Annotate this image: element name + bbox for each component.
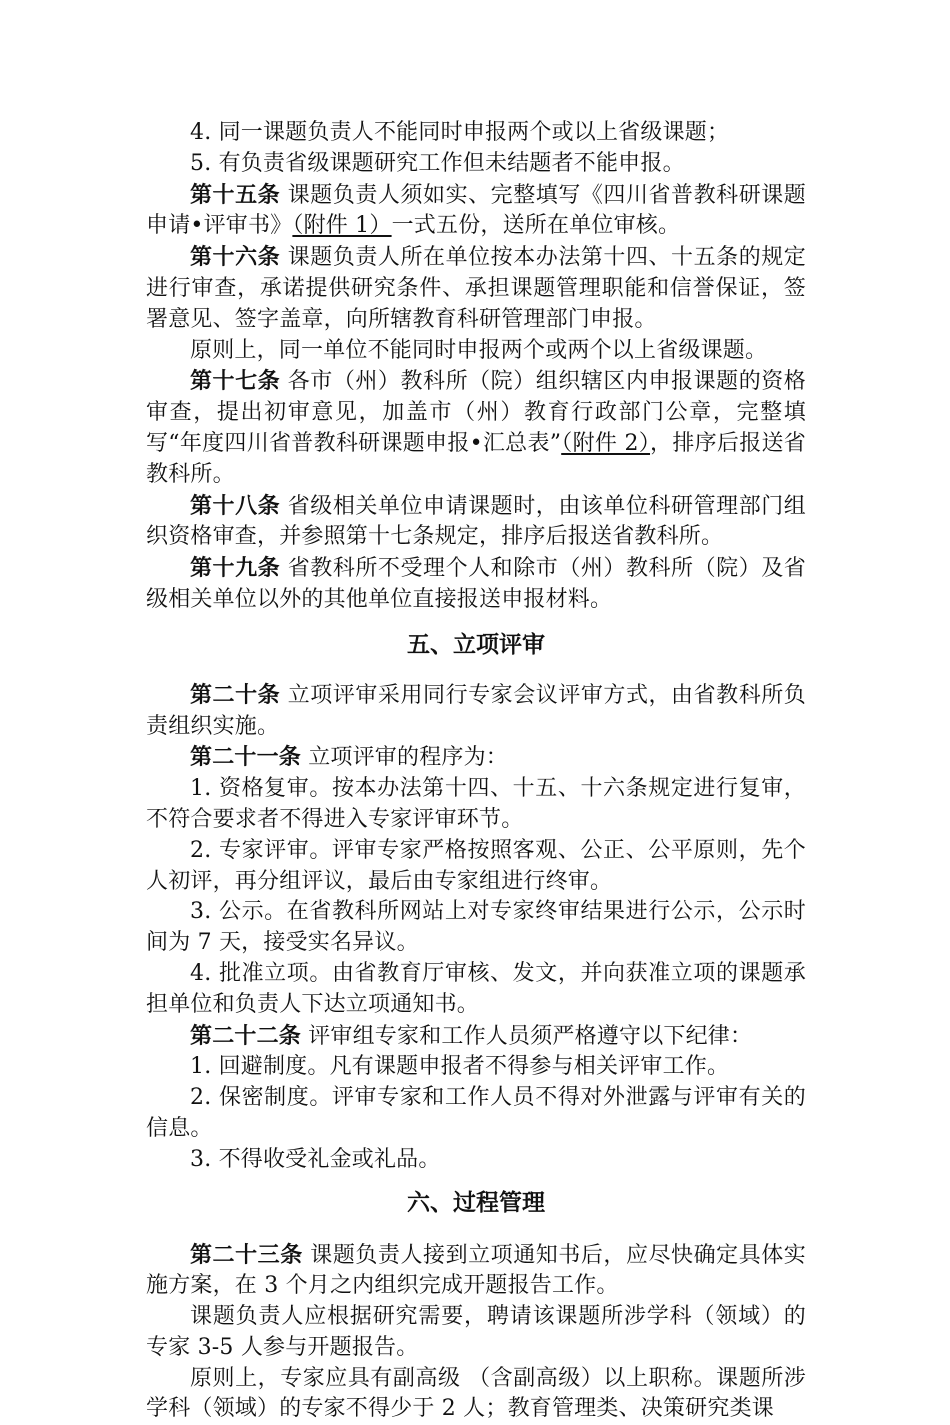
- article-16-label: 第十六条: [190, 244, 281, 271]
- article-21-item: 4. 批准立项。由省教育厅审核、发文，并向获准立项的课题承担单位和负责人下达立项通知书。: [146, 960, 806, 1017]
- article-21-text: 立项评审的程序为：: [301, 745, 509, 771]
- article-23: [146, 1240, 806, 1303]
- article-21: [146, 742, 806, 774]
- article-19: [146, 553, 806, 616]
- article-21-item: 3. 公示。在省教科所网站上对专家终审结果进行公示，公示时间为 7 天，接受实名异议。: [146, 899, 806, 956]
- item-4: 4. 同一课题负责人不能同时申报两个或以上省级课题；: [190, 120, 730, 145]
- article-20-label: 第二十条: [190, 681, 281, 708]
- article-20-text: 立项评审采用同行专家会议评审方式，由省教科所负责组织实施。: [146, 682, 806, 739]
- article-23-paragraph: 课题负责人应根据研究需要，聘请该课题所涉学科（领域）的专家 3-5 人参与开题报告。: [146, 1304, 806, 1360]
- section-5-heading: 五、立项评审: [407, 631, 545, 658]
- article-19-label: 第十九条: [190, 555, 281, 582]
- article-23-text: 课题负责人接到立项通知书后，应尽快确定具体实施方案，在 3 个月之内组织完成开题报告工作。: [146, 1242, 806, 1299]
- article-17: [146, 366, 806, 490]
- article-15-attachment-link: （附件 1）: [292, 213, 392, 239]
- article-22: [146, 1021, 806, 1053]
- article-15-label: 第十五条: [190, 181, 281, 208]
- article-17-text-a: 各市（州）教科所（院）组织辖区内申报课题的资格审查，提出初审意见，加盖市（州）教育行政部门公章，完整填写“年度四川省普教科研课题申报•汇总表”: [146, 369, 806, 456]
- article-22-label: 第二十二条: [190, 1022, 302, 1049]
- article-16-text: 课题负责人所在单位按本办法第十四、十五条的规定进行审查，承诺提供研究条件、承担课题管理职能和信誉保证，签署意见、签字盖章，向所辖教育科研管理部门申报。: [146, 245, 806, 332]
- article-17-text-b: ，排序后报送省教科所。: [146, 430, 806, 487]
- article-16-principle: 原则上，同一单位不能同时申报两个或两个以上省级课题。: [190, 337, 768, 363]
- article-18-text: 省级相关单位申请课题时，由该单位科研管理部门组织资格审查，并参照第十七条规定，排序后报送省教科所。: [146, 493, 806, 550]
- article-21-item: 2. 专家评审。评审专家严格按照客观、公正、公平原则，先个人初评，再分组评议，最后由专家组进行终审。: [146, 837, 806, 894]
- article-15-text-b: 一式五份，送所在单位审核。: [391, 213, 681, 239]
- article-22-item: 2. 保密制度。评审专家和工作人员不得对外泄露与评审有关的信息。: [146, 1085, 806, 1141]
- article-17-attachment-link: （附件 2）: [561, 430, 651, 456]
- article-18-label: 第十八条: [190, 492, 281, 519]
- article-23-paragraph: 原则上，专家应具有副高级 （含副高级）以上职称。课题所涉学科（领域）的专家不得少于 2 人；教育管理类、决策研究类课: [146, 1365, 806, 1422]
- article-19-text: 省教科所不受理个人和除市（州）教科所（院）及省级相关单位以外的其他单位直接报送申报材料。: [146, 556, 806, 612]
- article-15: [146, 180, 806, 243]
- section-6-heading: 六、过程管理: [407, 1189, 545, 1216]
- article-20: [146, 680, 806, 743]
- document-page: [146, 118, 806, 1425]
- article-22-item: 3. 不得收受礼金或礼品。: [190, 1146, 441, 1172]
- article-17-label: 第十七条: [190, 368, 281, 395]
- article-21-item: 1. 资格复审。按本办法第十四、十五、十六条规定进行复审，不符合要求者不得进入专家评审环节。: [146, 776, 806, 832]
- article-15-text-a: 课题负责人须如实、完整填写《四川省普教科研课题申请•评审书》: [146, 182, 806, 239]
- article-18: [146, 491, 806, 554]
- article-22-item: 1. 回避制度。凡有课题申报者不得参与相关评审工作。: [190, 1054, 730, 1080]
- article-21-label: 第二十一条: [190, 744, 302, 771]
- article-16: [146, 242, 806, 335]
- article-22-text: 评审组专家和工作人员须严格遵守以下纪律：: [301, 1023, 753, 1049]
- item-5: 5. 有负责省级课题研究工作但未结题者不能申报。: [190, 150, 685, 176]
- article-23-label: 第二十三条: [190, 1241, 303, 1268]
